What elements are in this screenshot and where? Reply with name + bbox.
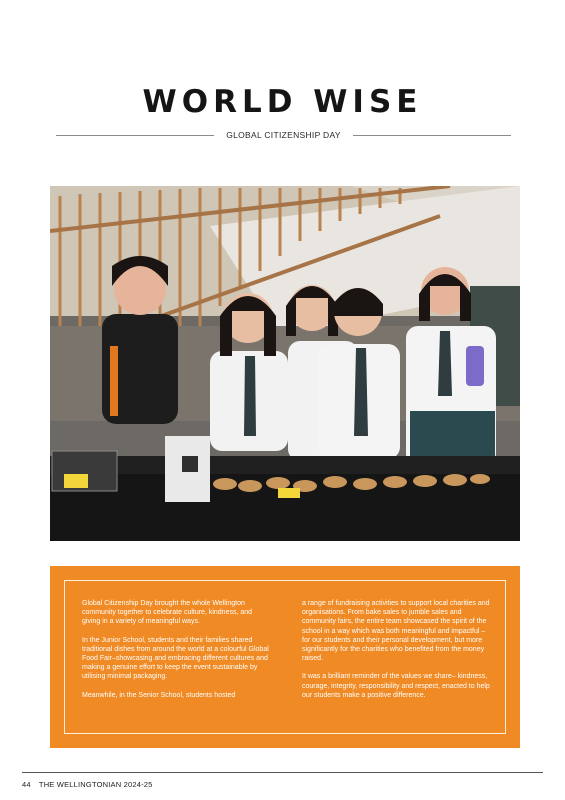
page-title: WORLD WISE	[142, 84, 423, 120]
paragraph: In the Junior School, students and their families shared traditional dishes from around the world at a colourful Global Food Fair–showcasing and embracing different cultures and making a genuine effort to keep the event sustainable by utilising minimal packaging.	[82, 636, 269, 681]
paragraph: Meanwhile, in the Senior School, students hosted	[82, 691, 236, 699]
footer-rule	[22, 772, 543, 773]
page-number: 44	[22, 780, 31, 789]
text-column-left	[82, 599, 272, 709]
paragraph: It was a brilliant reminder of the values we share– kindness, courage, integrity, responsibility and respect, enacted to help our students make a positive difference.	[302, 673, 490, 699]
students-photo	[50, 186, 520, 541]
page-footer	[22, 780, 153, 789]
publication-name: THE WELLINGTONIAN 2024-25	[38, 780, 153, 789]
section-subtitle: GLOBAL CITIZENSHIP DAY	[226, 130, 341, 140]
paragraph: a range of fundraising activities to support local charities and organisations. From bake sales to jumble sales and community fairs, the entire team showcased the spirit of the school in a way which was both meaningful and impactful – for our students and their personal development, but more significantly for the charities who benefited from the money raised.	[302, 600, 490, 663]
article-text-panel	[50, 566, 520, 748]
paragraph: Global Citizenship Day brought the whole Wellington community together to celebrate culture, kindness, and giving in a variety of meaningful ways.	[82, 600, 253, 626]
subtitle-right-rule	[353, 135, 511, 136]
text-column-right	[302, 599, 492, 709]
section-subtitle-row	[56, 128, 511, 142]
subtitle-left-rule	[56, 135, 214, 136]
